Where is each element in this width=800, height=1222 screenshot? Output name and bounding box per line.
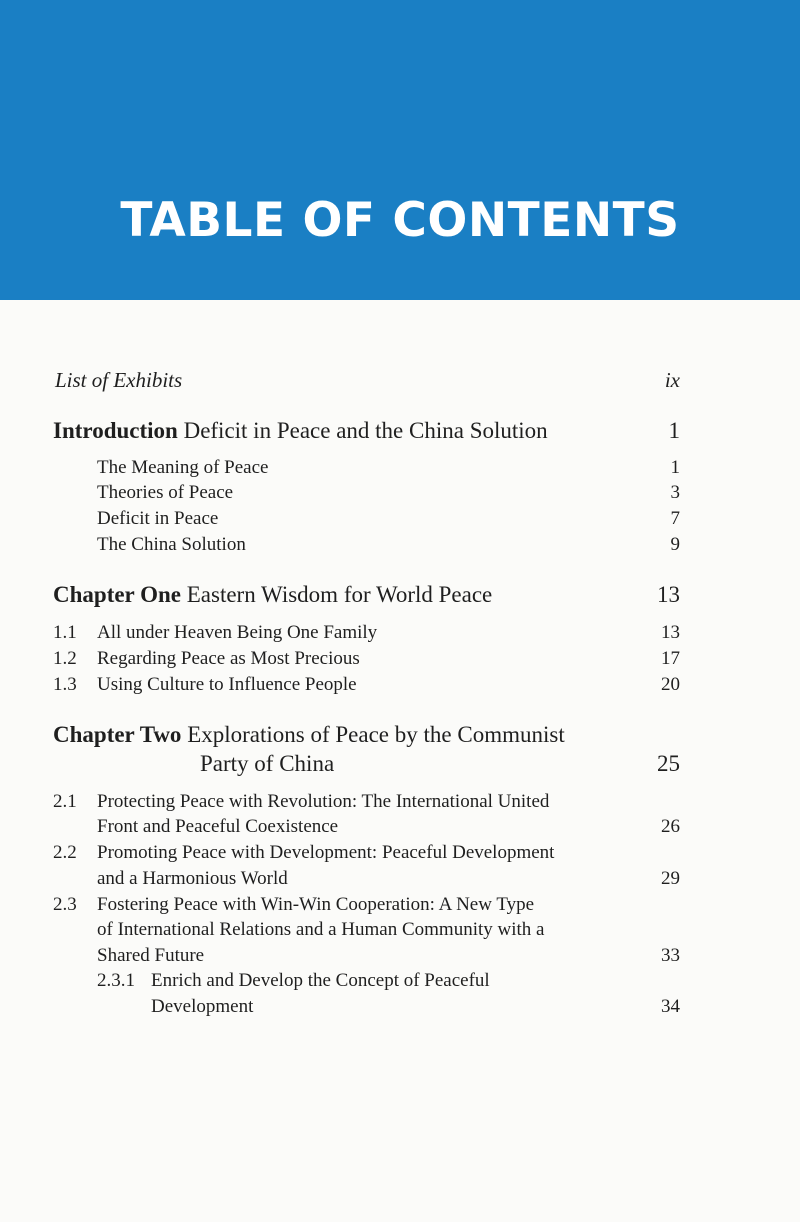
chapter-label: Chapter Two (53, 722, 182, 747)
toc-page-number: 7 (670, 508, 680, 529)
toc-entry-title: Fostering Peace with Win-Win Cooperation: A New Type (97, 894, 535, 915)
toc-page-number: 13 (657, 582, 680, 607)
toc-entry-title: Promoting Peace with Development: Peaceful Development (97, 842, 555, 863)
toc-page-number: 26 (661, 816, 680, 837)
section-number: 1.1 (53, 622, 77, 643)
section-number: 2.2 (53, 842, 77, 863)
chapter-title: Explorations of Peace by the Communist (187, 722, 565, 747)
section-number: 1.3 (53, 674, 77, 695)
section-number: 2.3.1 (97, 970, 135, 991)
toc-entry-title: Enrich and Develop the Concept of Peaceful (151, 970, 490, 991)
toc-page-number: 1 (668, 418, 680, 443)
toc-page-number: ix (664, 368, 680, 392)
chapter-title: Deficit in Peace and the China Solution (183, 418, 548, 443)
toc-entry-title: Front and Peaceful Coexistence (97, 816, 339, 837)
toc-page-number: 3 (670, 482, 680, 503)
toc-page-number: 9 (670, 534, 680, 555)
toc-entry-title: Theories of Peace (97, 482, 234, 503)
toc-page-number: 33 (661, 945, 680, 966)
toc-entry-title: Regarding Peace as Most Precious (97, 648, 360, 669)
toc-entry-title: Using Culture to Influence People (97, 674, 357, 695)
toc-entry-title: The Meaning of Peace (97, 457, 269, 478)
toc-entry-title: Protecting Peace with Revolution: The International United (97, 791, 550, 812)
toc-entry-title: Development (151, 996, 254, 1017)
toc-page-number: 13 (661, 622, 680, 643)
toc-page-number: 20 (661, 674, 680, 695)
toc-entry-title: Shared Future (97, 945, 205, 966)
toc-page-number: 25 (657, 751, 680, 776)
page-title: TABLE OF CONTENTS (120, 193, 680, 248)
chapter-label: Introduction (53, 418, 178, 443)
toc-entry-title: All under Heaven Being One Family (97, 622, 378, 643)
toc-page-number: 29 (661, 868, 680, 889)
toc-entry-title: The China Solution (97, 534, 246, 555)
section-number: 2.1 (53, 791, 77, 812)
toc-entry-title: Deficit in Peace (97, 508, 219, 529)
toc-entry-title: and a Harmonious World (97, 868, 288, 889)
chapter-label: Chapter One (53, 582, 181, 607)
toc-page-number: 34 (661, 996, 680, 1017)
toc-page-number: 1 (670, 457, 680, 478)
section-number: 2.3 (53, 894, 77, 915)
toc-page-number: 17 (661, 648, 680, 669)
chapter-title: Party of China (200, 751, 335, 776)
toc-entry-title: List of Exhibits (55, 368, 183, 392)
toc-entry-title: of International Relations and a Human Community with a (97, 919, 545, 940)
chapter-title: Eastern Wisdom for World Peace (186, 582, 493, 607)
section-number: 1.2 (53, 648, 77, 669)
